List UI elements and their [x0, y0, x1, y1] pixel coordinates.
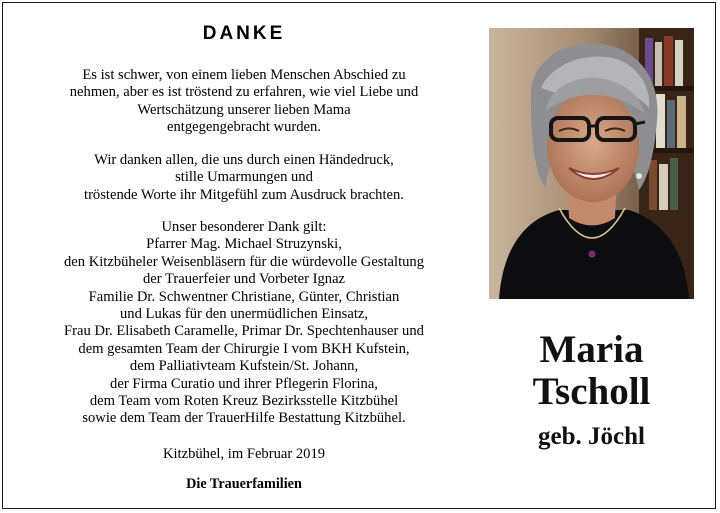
thanks-paragraph	[3, 152, 485, 204]
intro-paragraph	[3, 67, 485, 137]
portrait-photo	[489, 28, 694, 299]
intro-line: Es ist schwer, von einem lieben Menschen Abschied zu	[82, 67, 406, 83]
portrait-illustration	[489, 28, 694, 299]
special-thanks-line: dem Team vom Roten Kreuz Bezirksstelle Kitzbühel	[89, 393, 399, 410]
deceased-maiden-name: geb. Jöchl	[538, 423, 645, 450]
intro-line: Wertschätzung unserer lieben Mama	[137, 101, 351, 118]
signature: Die Trauerfamilien	[186, 476, 302, 492]
special-thanks-paragraph	[3, 219, 485, 428]
special-thanks-line: und Lukas für den unermüdlichen Einsatz,	[119, 306, 369, 323]
place-date: Kitzbühel, im Februar 2019	[162, 446, 326, 462]
special-thanks-line: Frau Dr. Elisabeth Caramelle, Primar Dr. Spechtenhauser und	[64, 323, 424, 340]
intro-line: nehmen, aber es ist tröstend zu erfahren, wie viel Liebe und	[69, 84, 419, 101]
thanks-line: Wir danken allen, die uns durch einen Händedruck,	[94, 152, 394, 168]
special-thanks-line: Pfarrer Mag. Michael Struzynski,	[146, 236, 342, 253]
special-thanks-line: dem gesamten Team der Chirurgie I vom BKH Kufstein,	[78, 340, 410, 357]
special-thanks-line: dem Palliativteam Kufstein/St. Johann,	[129, 358, 359, 375]
special-thanks-line: Familie Dr. Schwentner Christiane, Günter, Christian	[88, 288, 400, 305]
notice-heading: DANKE	[202, 23, 286, 44]
special-thanks-line: den Kitzbüheler Weisenbläsern für die würdevolle Gestaltung	[63, 253, 425, 270]
special-thanks-line: Unser besonderer Dank gilt:	[161, 219, 327, 235]
special-thanks-line: der Trauerfeier und Vorbeter Ignaz	[142, 271, 346, 288]
thanks-line: tröstende Worte ihr Mitgefühl zum Ausdruck brachten.	[84, 186, 404, 203]
deceased-first-name: Maria	[539, 328, 644, 371]
deceased-last-name: Tscholl	[532, 370, 651, 413]
special-thanks-line: der Firma Curatio und ihrer Pflegerin Florina,	[110, 375, 378, 392]
notice-frame	[2, 2, 716, 509]
intro-line: entgegengebracht wurden.	[167, 119, 321, 136]
thanks-line: stille Umarmungen und	[175, 169, 313, 186]
special-thanks-line: sowie dem Team der TrauerHilfe Bestattung Kitzbühel.	[82, 410, 406, 427]
